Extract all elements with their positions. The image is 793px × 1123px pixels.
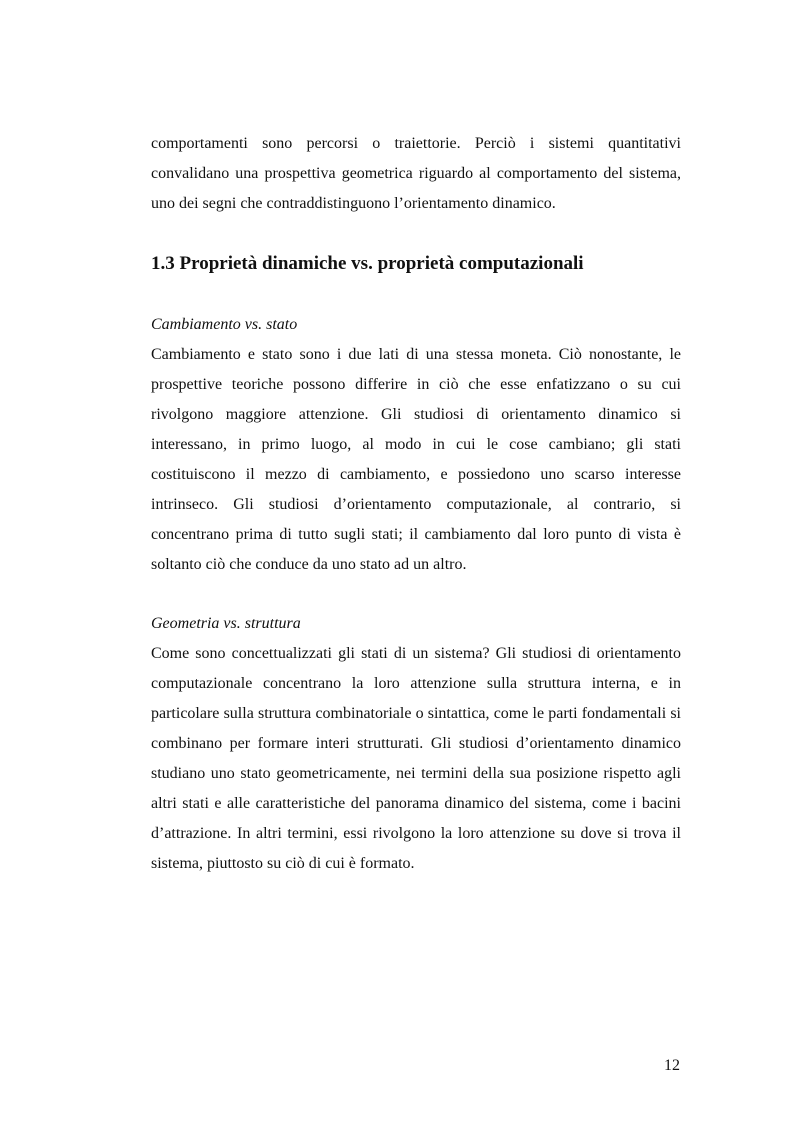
section-heading: 1.3 Proprietà dinamiche vs. proprietà computazionali <box>151 253 584 274</box>
intro-block <box>151 129 681 219</box>
subsection-geometry-vs-structure <box>151 609 681 879</box>
subsection-title: Cambiamento vs. stato <box>151 316 298 333</box>
subsection-change-vs-state <box>151 310 681 580</box>
subsection-title: Geometria vs. struttura <box>151 615 301 632</box>
subsection-body: Come sono concettualizzati gli stati di un sistema? Gli studiosi di orientamento computazionale concentrano la loro attenzione sulla struttura interna, e in particolare sulla struttura combinatoriale o sintattica, come le parti fondamentali si combinano per formare interi strutturati. Gli studiosi d’orientamento dinamico studiano uno stato geometricamente, nei termini della sua posizione rispetto agli altri stati e alle caratteristiche del panorama dinamico del sistema, come i bacini d’attrazione. In altri termini, essi rivolgono la loro attenzione su dove si trova il sistema, piuttosto su ciò di cui è formato. <box>151 645 681 872</box>
subsection-body: Cambiamento e stato sono i due lati di una stessa moneta. Ciò nonostante, le prospettive teoriche possono differire in ciò che esse enfatizzano o su cui rivolgono maggiore attenzione. Gli studiosi di orientamento dinamico si interessano, in primo luogo, al modo in cui le cose cambiano; gli stati costituiscono il mezzo di cambiamento, e possiedono uno scarso interesse intrinseco. Gli studiosi d’orientamento computazionale, al contrario, si concentrano prima di tutto sugli stati; il cambiamento dal loro punto di vista è soltanto ciò che conduce da uno stato ad un altro. <box>151 346 681 573</box>
page-number: 12 <box>664 1057 680 1074</box>
intro-paragraph: comportamenti sono percorsi o traiettorie. Perciò i sistemi quantitativi convalidano una prospettiva geometrica riguardo al comportamento del sistema, uno dei segni che contraddistinguono l’orientamento dinamico. <box>151 135 681 212</box>
